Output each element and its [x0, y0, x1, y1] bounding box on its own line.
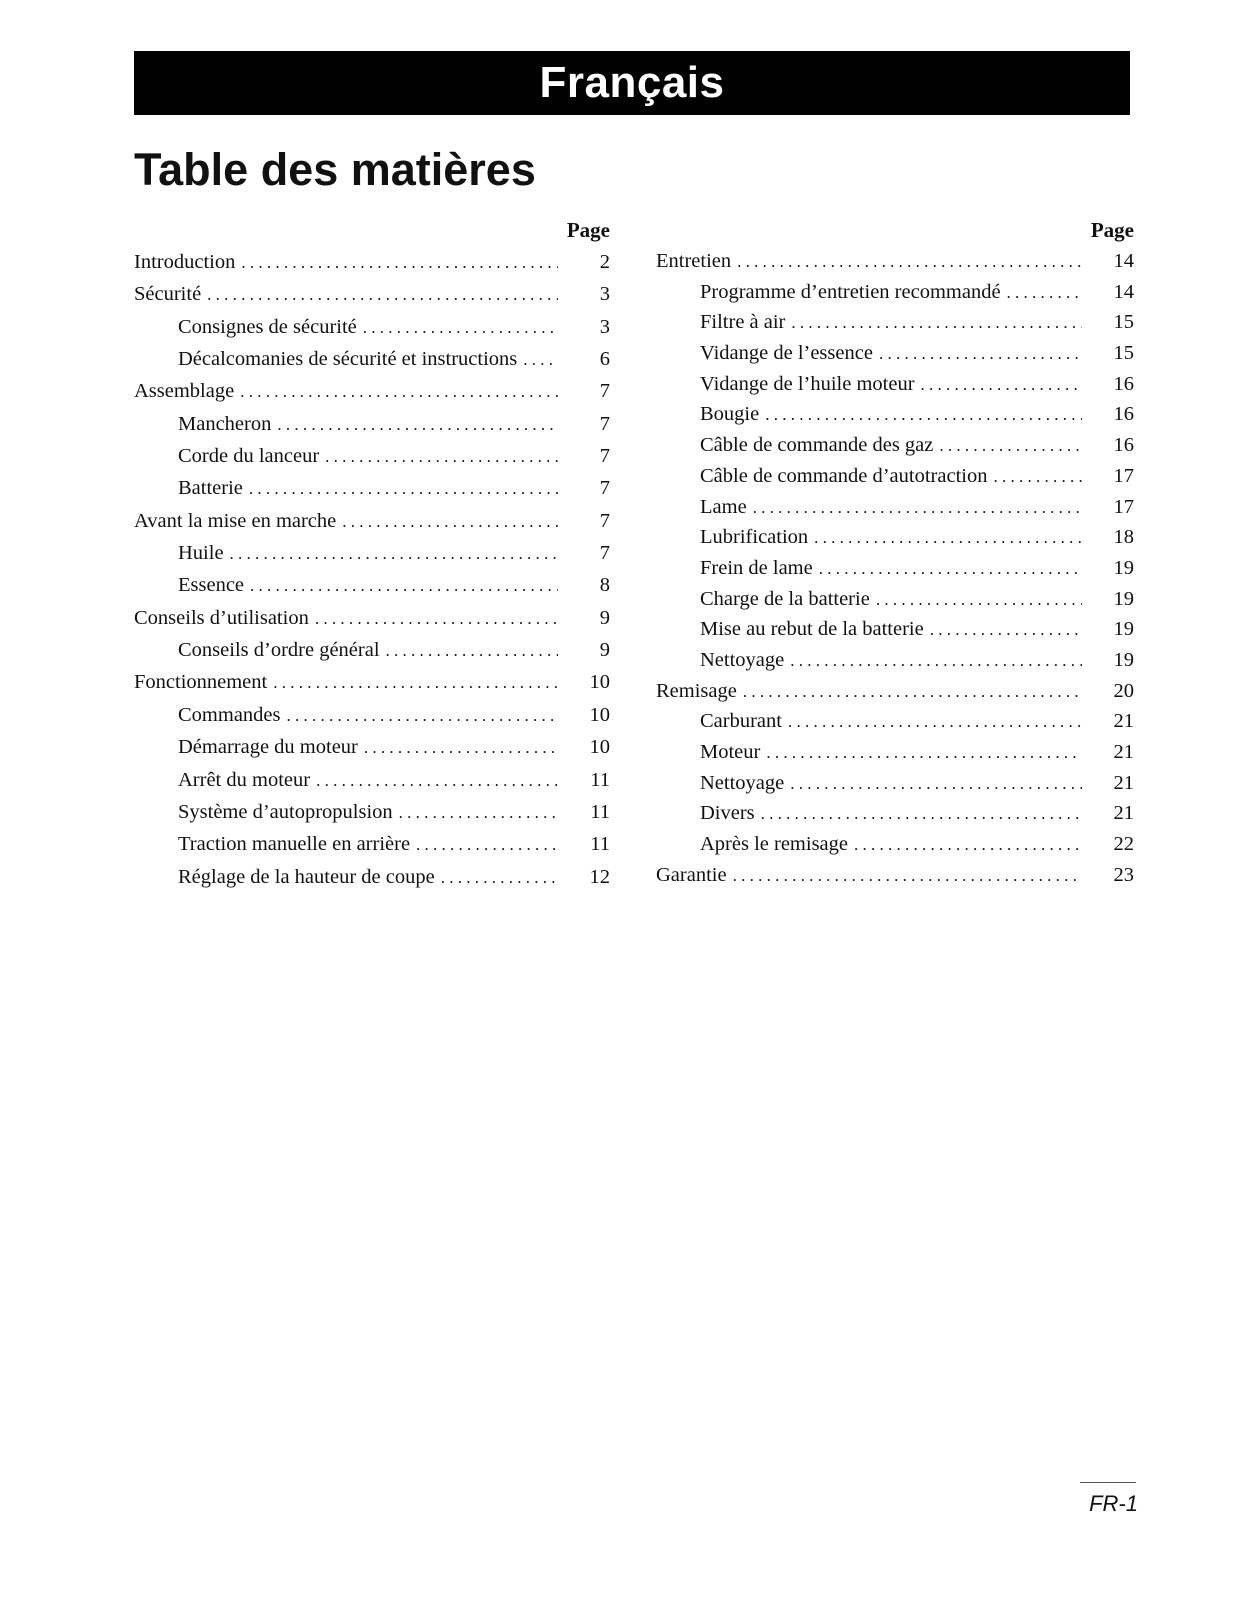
toc-entry-page: 21: [1113, 710, 1134, 733]
toc-entry-title: Huile: [178, 542, 224, 565]
toc-entry: [134, 764, 610, 796]
dot-leader: [759, 400, 1082, 431]
dot-leader: [235, 247, 558, 279]
toc-entry: [656, 737, 1134, 768]
toc-entry: [656, 645, 1134, 676]
dot-leader: [1001, 278, 1082, 309]
toc-entry-page: 16: [1113, 403, 1134, 426]
page-column-header: Page: [566, 218, 610, 242]
dot-leader: [755, 799, 1082, 830]
toc-entry-page: 21: [1113, 741, 1134, 763]
toc-entry: [656, 860, 1134, 891]
toc-entry: [134, 569, 610, 601]
toc-entry: [134, 505, 610, 537]
toc-entry-page: 9: [599, 606, 610, 629]
toc-left-column: [134, 214, 610, 893]
toc-entry-title: Démarrage du moteur: [178, 736, 358, 759]
footer-rule: [1080, 1482, 1136, 1483]
dot-leader: [731, 247, 1082, 278]
toc-entry-page: 14: [1113, 250, 1134, 272]
toc-entry-page: 22: [1113, 833, 1134, 856]
dot-leader: [336, 506, 558, 538]
toc-entry: [656, 246, 1134, 277]
toc-entry-title: Lame: [700, 495, 747, 518]
toc-entry-page: 14: [1113, 280, 1134, 303]
toc-entry-page: 23: [1113, 863, 1134, 886]
toc-entry-page: 11: [590, 768, 610, 791]
toc-entry-page: 3: [599, 315, 610, 338]
toc-entry-title: Mancheron: [178, 412, 272, 435]
page-number: FR-1: [1089, 1491, 1138, 1516]
toc-entry-page: 7: [599, 445, 610, 468]
toc-entry-title: Essence: [178, 574, 245, 597]
toc-entry-page: 21: [1113, 771, 1134, 794]
toc-entry: [134, 375, 610, 407]
toc-entry-title: Décalcomanies de sécurité et instructions: [178, 348, 518, 371]
toc-entry-page: 15: [1113, 311, 1134, 334]
dot-leader: [435, 862, 558, 894]
toc-entry-title: Conseils d’utilisation: [134, 606, 309, 629]
toc-entry: [656, 307, 1134, 338]
dot-leader: [848, 830, 1082, 861]
language-banner: Français: [134, 51, 1130, 115]
toc-entry-page: 11: [590, 833, 610, 856]
toc-entry-title: Sécurité: [134, 283, 202, 306]
toc-entry: [134, 246, 610, 278]
toc-entry: [134, 343, 610, 375]
dot-leader: [784, 646, 1082, 677]
dot-leader: [357, 312, 558, 344]
toc-entry-title: Charge de la batterie: [700, 587, 870, 610]
toc-entry-page: 8: [599, 574, 610, 597]
dot-leader: [244, 570, 558, 602]
dot-leader: [987, 462, 1082, 493]
dot-leader: [813, 554, 1082, 585]
toc-entry: [134, 796, 610, 828]
toc-entry-title: Bougie: [700, 403, 760, 426]
dot-leader: [281, 700, 559, 732]
dot-leader: [933, 431, 1082, 462]
toc-entry-page: 10: [589, 736, 610, 759]
toc-entry-title: Câble de commande des gaz: [700, 434, 934, 457]
page-column-header: Page: [1090, 218, 1134, 242]
toc-entry: [134, 311, 610, 343]
dot-leader: [410, 829, 558, 861]
toc-entry-page: 10: [589, 671, 610, 694]
toc-entry-title: Entretien: [656, 250, 732, 272]
toc-entry: [656, 584, 1134, 615]
toc-entry-page: 16: [1113, 434, 1134, 457]
dot-leader: [915, 370, 1082, 401]
toc-entry-page: 17: [1113, 464, 1134, 487]
toc-entry-title: Garantie: [656, 863, 727, 886]
dot-leader: [924, 615, 1082, 646]
toc-entry-page: 12: [589, 865, 610, 888]
dot-leader: [310, 765, 558, 797]
toc-entry-page: 7: [599, 412, 610, 435]
toc-entry-title: Corde du lanceur: [178, 445, 320, 468]
toc-entry: [134, 634, 610, 666]
dot-leader: [873, 339, 1082, 370]
toc-entry-page: 7: [599, 509, 610, 532]
dot-leader: [760, 738, 1082, 769]
toc-entry-page: 11: [590, 800, 610, 823]
dot-leader: [517, 344, 558, 376]
toc-entry: [134, 537, 610, 569]
toc-entry-page: 21: [1113, 802, 1134, 825]
toc-entry-title: Filtre à air: [700, 311, 786, 334]
toc-entry: [656, 522, 1134, 553]
toc-entry: [656, 676, 1134, 707]
toc-entry: [134, 602, 610, 634]
toc-entry: [656, 492, 1134, 523]
toc-right-column: [656, 214, 1134, 890]
toc-entry: [134, 699, 610, 731]
toc-entry: [134, 666, 610, 698]
toc-entry: [134, 861, 610, 893]
toc-entry-page: 3: [599, 283, 610, 306]
dot-leader: [782, 707, 1082, 738]
toc-entry-page: 19: [1113, 587, 1134, 610]
dot-leader: [271, 409, 558, 441]
toc-entry-page: 18: [1113, 526, 1134, 549]
toc-entry: [134, 408, 610, 440]
toc-entry-title: Vidange de l’essence: [700, 342, 873, 365]
toc-entry: [656, 399, 1134, 430]
toc-entry-title: Vidange de l’huile moteur: [700, 372, 915, 395]
toc-entry: [134, 440, 610, 472]
dot-leader: [393, 797, 558, 829]
toc-entry-title: Commandes: [178, 703, 281, 726]
dot-leader: [224, 538, 558, 570]
toc-entry-page: 15: [1113, 342, 1134, 365]
toc-entry: [656, 461, 1134, 492]
toc-entry-page: 7: [599, 380, 610, 403]
dot-leader: [234, 376, 558, 408]
toc-entry-page: 7: [599, 542, 610, 565]
toc-entry: [134, 472, 610, 504]
toc-entry-title: Nettoyage: [700, 771, 785, 794]
toc-entry-title: Assemblage: [134, 380, 235, 403]
toc-entry-page: 17: [1113, 495, 1134, 518]
toc-entry-title: Divers: [700, 802, 755, 825]
dot-leader: [309, 603, 558, 635]
toc-entry-page: 10: [589, 703, 610, 726]
toc-list-left: [134, 246, 610, 893]
dot-leader: [808, 523, 1082, 554]
toc-entry-title: Système d’autopropulsion: [178, 800, 393, 823]
toc-entry: [656, 768, 1134, 799]
toc-entry-title: Lubrification: [700, 526, 809, 549]
toc-entry-page: 19: [1113, 648, 1134, 671]
toc-entry-title: Câble de commande d’autotraction: [700, 464, 988, 487]
toc-entry: [656, 277, 1134, 308]
toc-entry-title: Nettoyage: [700, 648, 785, 671]
toc-entry-title: Consignes de sécurité: [178, 315, 357, 338]
toc-entry-title: Carburant: [700, 710, 782, 733]
toc-entry-page: 16: [1113, 372, 1134, 395]
dot-leader: [201, 279, 558, 311]
toc-entry-page: 9: [599, 639, 610, 662]
toc-entry-title: Remisage: [656, 679, 737, 702]
toc-entry-title: Traction manuelle en arrière: [178, 833, 411, 856]
dot-leader: [267, 667, 558, 699]
dot-leader: [870, 585, 1082, 616]
toc-entry-page: 6: [599, 348, 610, 371]
toc-entry-title: Mise au rebut de la batterie: [700, 618, 924, 641]
page-title: Table des matières: [134, 144, 536, 195]
dot-leader: [319, 441, 558, 473]
toc-entry-title: Réglage de la hauteur de coupe: [178, 865, 435, 888]
toc-entry: [656, 829, 1134, 860]
toc-entry-page: 19: [1113, 556, 1134, 579]
dot-leader: [784, 769, 1082, 800]
toc-entry-title: Batterie: [178, 477, 243, 500]
toc-entry: [656, 706, 1134, 737]
toc-entry-page: 20: [1113, 679, 1134, 702]
dot-leader: [737, 677, 1082, 708]
toc-entry: [656, 338, 1134, 369]
toc-entry-title: Frein de lame: [700, 556, 813, 579]
toc-entry-page: 19: [1113, 618, 1134, 641]
dot-leader: [747, 493, 1082, 524]
toc-list-right: [656, 246, 1134, 890]
toc-entry-title: Conseils d’ordre général: [178, 639, 380, 662]
toc-entry: [656, 798, 1134, 829]
toc-entry: [656, 614, 1134, 645]
dot-leader: [727, 861, 1082, 892]
toc-entry: [134, 828, 610, 860]
toc-entry-title: Avant la mise en marche: [134, 509, 337, 532]
toc-entry: [656, 369, 1134, 400]
dot-leader: [785, 308, 1082, 339]
toc-entry: [134, 731, 610, 763]
toc-entry-title: Introduction: [134, 251, 236, 273]
dot-leader: [380, 635, 558, 667]
toc-entry-page: 2: [599, 251, 610, 273]
toc-entry: [134, 278, 610, 310]
toc-entry-title: Après le remisage: [700, 833, 848, 856]
toc-entry-title: Fonctionnement: [134, 671, 268, 694]
toc-entry-title: Programme d’entretien recommandé: [700, 280, 1001, 303]
dot-leader: [358, 732, 558, 764]
toc-entry: [656, 430, 1134, 461]
toc-entry-page: 7: [599, 477, 610, 500]
dot-leader: [243, 473, 558, 505]
toc-entry-title: Moteur: [700, 741, 761, 763]
toc-entry: [656, 553, 1134, 584]
toc-entry-title: Arrêt du moteur: [178, 768, 311, 791]
